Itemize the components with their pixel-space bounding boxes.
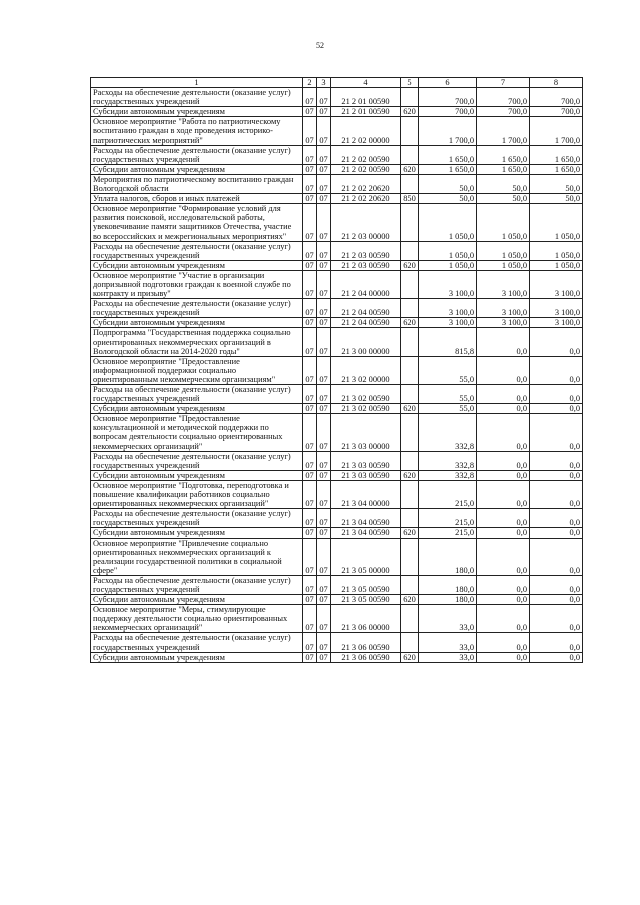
table-row xyxy=(91,107,583,117)
expense-type-cell: 620 xyxy=(401,404,419,414)
expense-type-cell: 850 xyxy=(401,194,419,204)
row-name-cell: Основное мероприятие "Участие в организации допризывной подготовки граждан к военной службе по контракту и призыву" xyxy=(91,270,303,298)
table-row xyxy=(91,204,583,241)
target-article-cell: 21 3 00 00000 xyxy=(331,328,401,356)
amount-cell: 50,0 xyxy=(530,174,583,193)
target-article-cell: 21 3 04 00590 xyxy=(331,528,401,538)
amount-cell: 1 050,0 xyxy=(477,241,530,260)
target-article-cell: 21 2 03 00000 xyxy=(331,204,401,241)
amount-cell: 332,8 xyxy=(419,414,477,451)
row-name-cell: Расходы на обеспечение деятельности (оказание услуг) государственных учреждений xyxy=(91,451,303,470)
section-code-cell: 07 xyxy=(303,652,317,662)
amount-cell: 0,0 xyxy=(477,404,530,414)
amount-cell: 0,0 xyxy=(530,633,583,652)
row-name-cell: Субсидии автономным учреждениям xyxy=(91,404,303,414)
amount-cell: 700,0 xyxy=(530,88,583,107)
amount-cell: 180,0 xyxy=(419,595,477,605)
amount-cell: 0,0 xyxy=(530,605,583,633)
target-article-cell: 21 2 03 00590 xyxy=(331,260,401,270)
subsection-code-cell: 07 xyxy=(317,299,331,318)
subsection-code-cell: 07 xyxy=(317,595,331,605)
section-code-cell: 07 xyxy=(303,605,317,633)
amount-cell: 1 700,0 xyxy=(477,117,530,145)
subsection-code-cell: 07 xyxy=(317,145,331,164)
target-article-cell: 21 2 02 00590 xyxy=(331,164,401,174)
amount-cell: 1 050,0 xyxy=(419,241,477,260)
target-article-cell: 21 3 06 00590 xyxy=(331,633,401,652)
expense-type-cell: 620 xyxy=(401,318,419,328)
subsection-code-cell: 07 xyxy=(317,318,331,328)
amount-cell: 0,0 xyxy=(477,575,530,594)
expense-type-cell xyxy=(401,204,419,241)
target-article-cell: 21 3 04 00590 xyxy=(331,509,401,528)
section-code-cell: 07 xyxy=(303,318,317,328)
amount-cell: 3 100,0 xyxy=(530,318,583,328)
expense-type-cell xyxy=(401,414,419,451)
amount-cell: 0,0 xyxy=(477,356,530,384)
amount-cell: 1 050,0 xyxy=(419,204,477,241)
target-article-cell: 21 3 06 00590 xyxy=(331,652,401,662)
amount-cell: 1 650,0 xyxy=(419,145,477,164)
amount-cell: 700,0 xyxy=(419,107,477,117)
section-code-cell: 07 xyxy=(303,480,317,508)
amount-cell: 50,0 xyxy=(419,194,477,204)
subsection-code-cell: 07 xyxy=(317,204,331,241)
subsection-code-cell: 07 xyxy=(317,480,331,508)
table-row xyxy=(91,605,583,633)
section-code-cell: 07 xyxy=(303,107,317,117)
expense-type-cell xyxy=(401,385,419,404)
table-row xyxy=(91,356,583,384)
amount-cell: 700,0 xyxy=(477,107,530,117)
amount-cell: 3 100,0 xyxy=(419,318,477,328)
header-cell: 5 xyxy=(401,78,419,88)
amount-cell: 0,0 xyxy=(530,404,583,414)
row-name-cell: Основное мероприятие "Работа по патриотическому воспитанию граждан в ходе проведения историко-патриотических мероприятий" xyxy=(91,117,303,145)
section-code-cell: 07 xyxy=(303,328,317,356)
expense-type-cell: 620 xyxy=(401,595,419,605)
table-row xyxy=(91,470,583,480)
table-row xyxy=(91,117,583,145)
row-name-cell: Субсидии автономным учреждениям xyxy=(91,652,303,662)
header-cell: 1 xyxy=(91,78,303,88)
table-row xyxy=(91,270,583,298)
expense-type-cell xyxy=(401,270,419,298)
amount-cell: 1 650,0 xyxy=(477,164,530,174)
row-name-cell: Расходы на обеспечение деятельности (оказание услуг) государственных учреждений xyxy=(91,509,303,528)
table-row xyxy=(91,328,583,356)
amount-cell: 3 100,0 xyxy=(477,318,530,328)
header-cell: 2 xyxy=(303,78,317,88)
subsection-code-cell: 07 xyxy=(317,538,331,575)
amount-cell: 180,0 xyxy=(419,575,477,594)
amount-cell: 215,0 xyxy=(419,528,477,538)
expense-type-cell xyxy=(401,117,419,145)
expense-type-cell xyxy=(401,299,419,318)
row-name-cell: Субсидии автономным учреждениям xyxy=(91,164,303,174)
amount-cell: 0,0 xyxy=(477,538,530,575)
amount-cell: 3 100,0 xyxy=(530,299,583,318)
target-article-cell: 21 3 02 00590 xyxy=(331,385,401,404)
amount-cell: 0,0 xyxy=(477,633,530,652)
amount-cell: 0,0 xyxy=(477,595,530,605)
subsection-code-cell: 07 xyxy=(317,107,331,117)
subsection-code-cell: 07 xyxy=(317,194,331,204)
section-code-cell: 07 xyxy=(303,470,317,480)
row-name-cell: Субсидии автономным учреждениям xyxy=(91,528,303,538)
header-cell: 7 xyxy=(477,78,530,88)
amount-cell: 180,0 xyxy=(419,538,477,575)
amount-cell: 0,0 xyxy=(530,356,583,384)
subsection-code-cell: 07 xyxy=(317,385,331,404)
row-name-cell: Основное мероприятие "Формирование условий для развития поисковой, исследовательской работы, увековечивание памяти защитников Отечества, участие во всероссийских и межрегиональных мероприятиях" xyxy=(91,204,303,241)
target-article-cell: 21 2 04 00000 xyxy=(331,270,401,298)
subsection-code-cell: 07 xyxy=(317,652,331,662)
expense-type-cell xyxy=(401,605,419,633)
expense-type-cell: 620 xyxy=(401,528,419,538)
target-article-cell: 21 2 02 00590 xyxy=(331,145,401,164)
row-name-cell: Основное мероприятие "Предоставление информационной поддержки социально ориентированным некоммерческим организациям" xyxy=(91,356,303,384)
amount-cell: 1 050,0 xyxy=(530,204,583,241)
row-name-cell: Расходы на обеспечение деятельности (оказание услуг) государственных учреждений xyxy=(91,299,303,318)
section-code-cell: 07 xyxy=(303,538,317,575)
expense-type-cell xyxy=(401,575,419,594)
section-code-cell: 07 xyxy=(303,414,317,451)
row-name-cell: Расходы на обеспечение деятельности (оказание услуг) государственных учреждений xyxy=(91,575,303,594)
amount-cell: 3 100,0 xyxy=(477,299,530,318)
target-article-cell: 21 3 05 00590 xyxy=(331,575,401,594)
subsection-code-cell: 07 xyxy=(317,174,331,193)
table-row xyxy=(91,145,583,164)
amount-cell: 50,0 xyxy=(419,174,477,193)
table-row xyxy=(91,451,583,470)
section-code-cell: 07 xyxy=(303,299,317,318)
amount-cell: 50,0 xyxy=(477,174,530,193)
section-code-cell: 07 xyxy=(303,575,317,594)
subsection-code-cell: 07 xyxy=(317,575,331,594)
amount-cell: 1 650,0 xyxy=(530,164,583,174)
expense-type-cell xyxy=(401,174,419,193)
amount-cell: 0,0 xyxy=(530,538,583,575)
amount-cell: 0,0 xyxy=(530,652,583,662)
table-row xyxy=(91,538,583,575)
row-name-cell: Подпрограмма "Государственная поддержка социально ориентированных некоммерческих организаций в Вологодской области на 2014-2020 годы" xyxy=(91,328,303,356)
amount-cell: 50,0 xyxy=(477,194,530,204)
subsection-code-cell: 07 xyxy=(317,470,331,480)
amount-cell: 50,0 xyxy=(530,194,583,204)
target-article-cell: 21 3 03 00590 xyxy=(331,470,401,480)
table-row xyxy=(91,174,583,193)
amount-cell: 55,0 xyxy=(419,356,477,384)
table-row xyxy=(91,633,583,652)
expense-type-cell xyxy=(401,451,419,470)
table-row xyxy=(91,164,583,174)
amount-cell: 0,0 xyxy=(477,470,530,480)
expense-type-cell xyxy=(401,356,419,384)
amount-cell: 3 100,0 xyxy=(530,270,583,298)
amount-cell: 700,0 xyxy=(530,107,583,117)
expense-type-cell: 620 xyxy=(401,652,419,662)
amount-cell: 0,0 xyxy=(530,575,583,594)
target-article-cell: 21 2 02 20620 xyxy=(331,174,401,193)
amount-cell: 0,0 xyxy=(477,509,530,528)
table-row xyxy=(91,299,583,318)
section-code-cell: 07 xyxy=(303,164,317,174)
subsection-code-cell: 07 xyxy=(317,414,331,451)
amount-cell: 1 650,0 xyxy=(530,145,583,164)
expense-type-cell xyxy=(401,633,419,652)
amount-cell: 0,0 xyxy=(530,414,583,451)
target-article-cell: 21 3 05 00000 xyxy=(331,538,401,575)
subsection-code-cell: 07 xyxy=(317,241,331,260)
amount-cell: 0,0 xyxy=(530,528,583,538)
amount-cell: 0,0 xyxy=(477,385,530,404)
page-number: 52 xyxy=(316,41,324,50)
table-row xyxy=(91,528,583,538)
table-row xyxy=(91,404,583,414)
section-code-cell: 07 xyxy=(303,356,317,384)
target-article-cell: 21 3 06 00000 xyxy=(331,605,401,633)
subsection-code-cell: 07 xyxy=(317,164,331,174)
target-article-cell: 21 2 04 00590 xyxy=(331,318,401,328)
section-code-cell: 07 xyxy=(303,404,317,414)
row-name-cell: Уплата налогов, сборов и иных платежей xyxy=(91,194,303,204)
target-article-cell: 21 3 02 00590 xyxy=(331,404,401,414)
target-article-cell: 21 3 04 00000 xyxy=(331,480,401,508)
expense-type-cell: 620 xyxy=(401,164,419,174)
amount-cell: 0,0 xyxy=(477,480,530,508)
section-code-cell: 07 xyxy=(303,451,317,470)
row-name-cell: Субсидии автономным учреждениям xyxy=(91,470,303,480)
budget-table xyxy=(90,77,583,663)
table-row xyxy=(91,260,583,270)
target-article-cell: 21 3 02 00000 xyxy=(331,356,401,384)
amount-cell: 0,0 xyxy=(530,595,583,605)
table-row xyxy=(91,241,583,260)
section-code-cell: 07 xyxy=(303,270,317,298)
amount-cell: 0,0 xyxy=(477,414,530,451)
section-code-cell: 07 xyxy=(303,260,317,270)
target-article-cell: 21 2 03 00590 xyxy=(331,241,401,260)
expense-type-cell: 620 xyxy=(401,260,419,270)
row-name-cell: Основное мероприятие "Подготовка, переподготовка и повышение квалификации работников социально ориентированных некоммерческих организаций" xyxy=(91,480,303,508)
target-article-cell: 21 3 03 00000 xyxy=(331,414,401,451)
header-cell: 8 xyxy=(530,78,583,88)
amount-cell: 1 050,0 xyxy=(477,260,530,270)
subsection-code-cell: 07 xyxy=(317,509,331,528)
table-row xyxy=(91,575,583,594)
expense-type-cell xyxy=(401,88,419,107)
amount-cell: 0,0 xyxy=(477,328,530,356)
amount-cell: 1 050,0 xyxy=(477,204,530,241)
amount-cell: 55,0 xyxy=(419,404,477,414)
target-article-cell: 21 2 02 00000 xyxy=(331,117,401,145)
amount-cell: 33,0 xyxy=(419,652,477,662)
row-name-cell: Расходы на обеспечение деятельности (оказание услуг) государственных учреждений xyxy=(91,241,303,260)
expense-type-cell: 620 xyxy=(401,107,419,117)
subsection-code-cell: 07 xyxy=(317,528,331,538)
subsection-code-cell: 07 xyxy=(317,404,331,414)
amount-cell: 3 100,0 xyxy=(477,270,530,298)
amount-cell: 1 050,0 xyxy=(530,260,583,270)
section-code-cell: 07 xyxy=(303,88,317,107)
amount-cell: 0,0 xyxy=(530,451,583,470)
amount-cell: 215,0 xyxy=(419,480,477,508)
amount-cell: 815,8 xyxy=(419,328,477,356)
amount-cell: 33,0 xyxy=(419,605,477,633)
amount-cell: 1 650,0 xyxy=(419,164,477,174)
amount-cell: 0,0 xyxy=(530,480,583,508)
table-row xyxy=(91,595,583,605)
table-row xyxy=(91,194,583,204)
header-cell: 3 xyxy=(317,78,331,88)
amount-cell: 0,0 xyxy=(477,528,530,538)
subsection-code-cell: 07 xyxy=(317,605,331,633)
amount-cell: 1 050,0 xyxy=(530,241,583,260)
amount-cell: 332,8 xyxy=(419,451,477,470)
amount-cell: 0,0 xyxy=(530,385,583,404)
table-row xyxy=(91,414,583,451)
row-name-cell: Основное мероприятие "Меры, стимулирующие поддержку деятельности социально ориентированных некоммерческих организаций" xyxy=(91,605,303,633)
row-name-cell: Субсидии автономным учреждениям xyxy=(91,595,303,605)
expense-type-cell xyxy=(401,241,419,260)
section-code-cell: 07 xyxy=(303,633,317,652)
amount-cell: 3 100,0 xyxy=(419,270,477,298)
expense-type-cell: 620 xyxy=(401,470,419,480)
amount-cell: 0,0 xyxy=(530,328,583,356)
amount-cell: 700,0 xyxy=(477,88,530,107)
row-name-cell: Субсидии автономным учреждениям xyxy=(91,260,303,270)
target-article-cell: 21 2 02 20620 xyxy=(331,194,401,204)
amount-cell: 0,0 xyxy=(530,470,583,480)
target-article-cell: 21 3 05 00590 xyxy=(331,595,401,605)
row-name-cell: Основное мероприятие "Предоставление консультационной и методической поддержки по вопросам деятельности социально ориентированных некоммерческих организаций" xyxy=(91,414,303,451)
subsection-code-cell: 07 xyxy=(317,633,331,652)
amount-cell: 0,0 xyxy=(477,605,530,633)
subsection-code-cell: 07 xyxy=(317,356,331,384)
header-cell: 6 xyxy=(419,78,477,88)
subsection-code-cell: 07 xyxy=(317,328,331,356)
expense-type-cell xyxy=(401,509,419,528)
amount-cell: 215,0 xyxy=(419,509,477,528)
section-code-cell: 07 xyxy=(303,145,317,164)
section-code-cell: 07 xyxy=(303,241,317,260)
row-name-cell: Расходы на обеспечение деятельности (оказание услуг) государственных учреждений xyxy=(91,633,303,652)
section-code-cell: 07 xyxy=(303,595,317,605)
amount-cell: 55,0 xyxy=(419,385,477,404)
subsection-code-cell: 07 xyxy=(317,451,331,470)
amount-cell: 700,0 xyxy=(419,88,477,107)
amount-cell: 1 700,0 xyxy=(419,117,477,145)
section-code-cell: 07 xyxy=(303,204,317,241)
target-article-cell: 21 2 01 00590 xyxy=(331,107,401,117)
section-code-cell: 07 xyxy=(303,194,317,204)
section-code-cell: 07 xyxy=(303,528,317,538)
table-row xyxy=(91,480,583,508)
amount-cell: 1 700,0 xyxy=(530,117,583,145)
table-row xyxy=(91,385,583,404)
target-article-cell: 21 3 03 00590 xyxy=(331,451,401,470)
expense-type-cell xyxy=(401,145,419,164)
row-name-cell: Мероприятия по патриотическому воспитанию граждан Вологодской области xyxy=(91,174,303,193)
table-row xyxy=(91,509,583,528)
amount-cell: 1 050,0 xyxy=(419,260,477,270)
expense-type-cell xyxy=(401,538,419,575)
header-cell: 4 xyxy=(331,78,401,88)
table-header-row xyxy=(91,78,583,88)
row-name-cell: Расходы на обеспечение деятельности (оказание услуг) государственных учреждений xyxy=(91,145,303,164)
row-name-cell: Расходы на обеспечение деятельности (оказание услуг) государственных учреждений xyxy=(91,88,303,107)
table-row xyxy=(91,652,583,662)
subsection-code-cell: 07 xyxy=(317,270,331,298)
table-body xyxy=(91,88,583,663)
section-code-cell: 07 xyxy=(303,509,317,528)
table-row xyxy=(91,318,583,328)
subsection-code-cell: 07 xyxy=(317,88,331,107)
amount-cell: 0,0 xyxy=(477,451,530,470)
row-name-cell: Основное мероприятие "Привлечение социально ориентированных некоммерческих организаций к реализации государственной политики в социальной сфере" xyxy=(91,538,303,575)
section-code-cell: 07 xyxy=(303,385,317,404)
amount-cell: 33,0 xyxy=(419,633,477,652)
amount-cell: 3 100,0 xyxy=(419,299,477,318)
section-code-cell: 07 xyxy=(303,174,317,193)
amount-cell: 0,0 xyxy=(530,509,583,528)
amount-cell: 332,8 xyxy=(419,470,477,480)
expense-type-cell xyxy=(401,328,419,356)
expense-type-cell xyxy=(401,480,419,508)
amount-cell: 1 650,0 xyxy=(477,145,530,164)
subsection-code-cell: 07 xyxy=(317,260,331,270)
table-row xyxy=(91,88,583,107)
amount-cell: 0,0 xyxy=(477,652,530,662)
section-code-cell: 07 xyxy=(303,117,317,145)
row-name-cell: Расходы на обеспечение деятельности (оказание услуг) государственных учреждений xyxy=(91,385,303,404)
target-article-cell: 21 2 01 00590 xyxy=(331,88,401,107)
subsection-code-cell: 07 xyxy=(317,117,331,145)
target-article-cell: 21 2 04 00590 xyxy=(331,299,401,318)
row-name-cell: Субсидии автономным учреждениям xyxy=(91,318,303,328)
row-name-cell: Субсидии автономным учреждениям xyxy=(91,107,303,117)
